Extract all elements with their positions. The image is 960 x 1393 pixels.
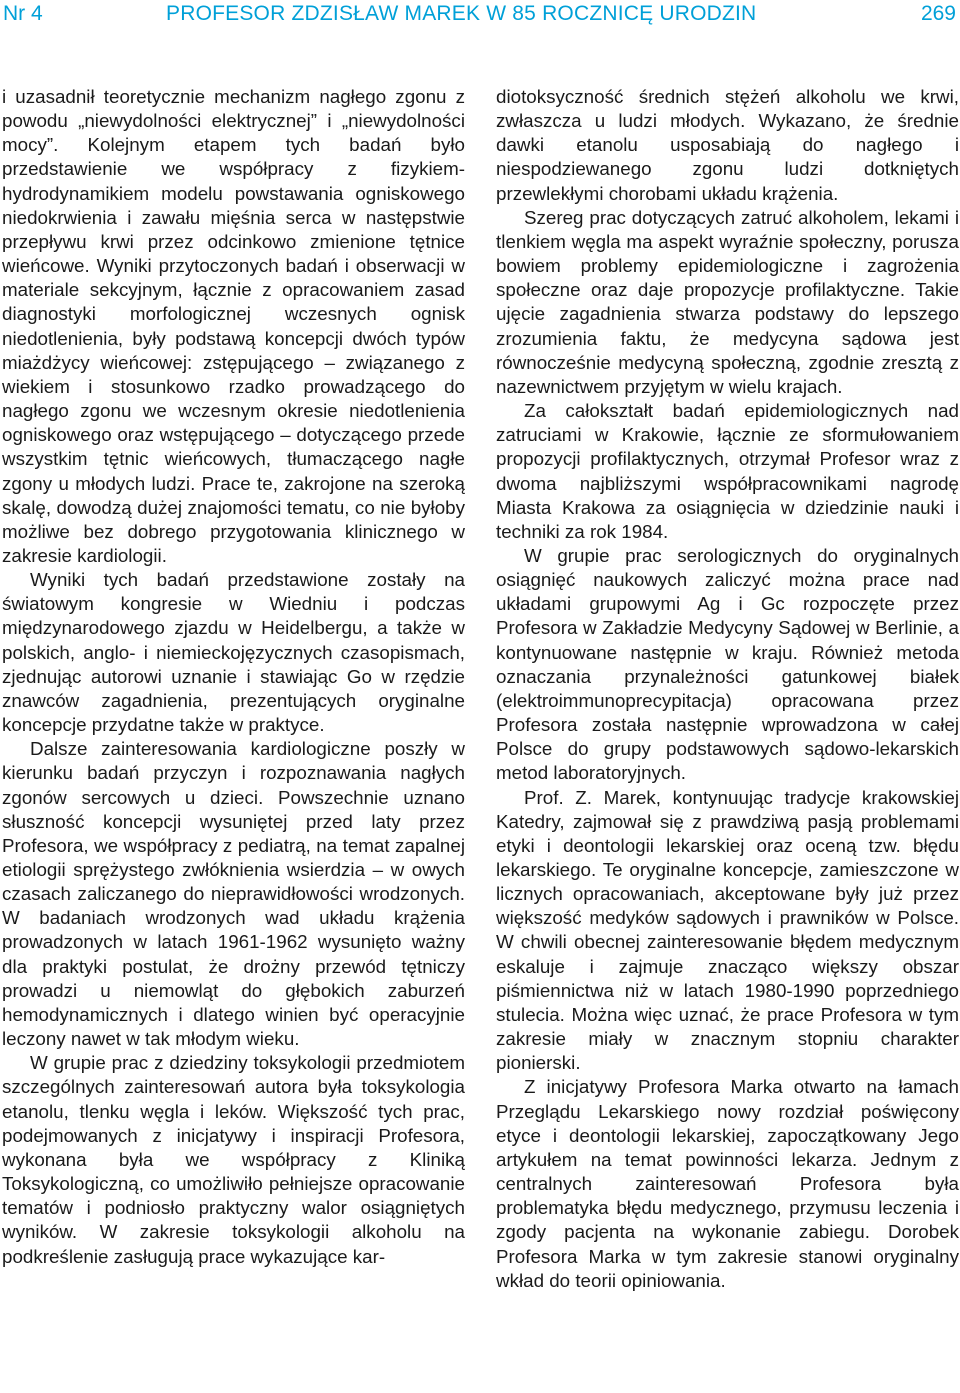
- paragraph: Prof. Z. Marek, kontynuując tradycje krakowskiej Katedry, zajmował się z prawdziwą pasją problemami etyki i deontologii lekarskiej oraz oceną tzw. błędu lekarskiego. Te oryginalne koncepcje, zamieszczone w licznych opracowaniach, akceptowane były już przez większość medyków sądowych i prawników w Polsce. W chwili obecnej zainteresowanie błędem medycznym eskaluje i zajmuje znacząco większy obszar piśmiennictwa niż w latach 1980-1990 poprzedniego stulecia. Można więc uznać, że prace Profesora w tym zakresie miały w znacznym stopniu charakter pionierski.: [496, 786, 959, 1074]
- paragraph: Wyniki tych badań przedstawione zostały na światowym kongresie w Wiedniu i podczas międzynarodowego zjazdu w Heidelbergu, a także w polskich, anglo- i niemieckojęzycznych czasopismach, zjednując autorowi uznanie i stawiając Go w rzędzie znawców zagadnienia, prezentujących oryginalne koncepcje przydatne także w praktyce.: [2, 569, 465, 736]
- paragraph: W grupie prac serologicznych do oryginalnych osiągnięć naukowych zaliczyć można prace nad układami grupowymi Ag i Gc rozpoczęte przez Profesora w Zakładzie Medycyny Sądowej w Berlinie, a kontynuowane następnie w kraju. Również metoda oznaczania przynależności gatunkowej białek (elektroimmunoprecypitacja) opracowana przez Profesora została następnie wprowadzona w całej Polsce do grupy podstawowych sądowo-lekarskich metod laboratoryjnych.: [496, 544, 959, 784]
- paragraph: Dalsze zainteresowania kardiologiczne poszły w kierunku badań przyczyn i rozpoznawania nagłych zgonów sercowych u dzieci. Powszechnie uznano słuszność koncepcji wysuniętej przed laty przez Profesora, we współpracy z pediatrą, na temat zapalnej etiologii sprężystego zwłóknienia wsierdzia – w owych czasach zaliczanego do nieprawidłowości wrodzonych. W badaniach wrodzonych wad układu krążenia prowadzonych w latach 1961-1962 wysunięto ważny dla praktyki postulat, że drożny przewód tętniczy prowadzi u niemowląt do głębokich zaburzeń hemodynamicznych i dlatego winien być operacyjnie leczony nawet w tak młodym wieku.: [2, 738, 465, 1050]
- paragraph: Z inicjatywy Profesora Marka otwarto na łamach Przeglądu Lekarskiego nowy rozdział poświęcony etyce i deontologii lekarskiej, zapoczątkowany Jego artykułem na temat powinności lekarza. Jednym z centralnych zainteresowań Profesora była problematyka błędu medycznego, przymusu leczenia i zgody pacjenta na wykonanie zabiegu. Dorobek Profesora Marka w tym zakresie stanowi oryginalny wkład do teorii opiniowania.: [496, 1076, 959, 1291]
- paragraph: diotoksyczność średnich stężeń alkoholu we krwi, zwłaszcza u ludzi młodych. Wykazano, że średnie dawki etanolu usposabiają do nagłego i niespodziewanego zgonu ludzi dotkniętych przewlekłymi chorobami układu krążenia.: [496, 86, 959, 204]
- paragraph: i uzasadnił teoretycznie mechanizm nagłego zgonu z powodu „niewydolności elektrycznej” i „niewydolności mocy”. Kolejnym etapem tych badań było przedstawienie we współpracy z fizykiem-hydrodynamikiem modelu powstawania ogniskowego niedokrwienia i zawału mięśnia serca w następstwie przepływu krwi przez odcinkowo zmienione tętnice wieńcowe. Wyniki przytoczonych badań i obserwacji w materiale sekcyjnym, łącznie z opracowaniem zasad diagnostyki morfologicznej wczesnych ognisk niedotlenienia, były podstawą koncepcji dwóch typów miażdżycy wieńcowej: zstępującego – związanego z wiekiem i stosunkowo rzadko prowadzącego do nagłego zgonu we wczesnym okresie niedotlenienia ogniskowego oraz wstępującego – dotyczącego przede wszystkim tętnic wieńcowych, tłumaczącego nagłe zgony u młodych ludzi. Prace te, zakrojone na szeroką skalę, dowodzą dużej znajomości tematu, co nie byłoby możliwe bez dobrego przygotowania klinicznego w zakresie kardiologii.: [2, 86, 465, 566]
- paragraph: Szereg prac dotyczących zatruć alkoholem, lekami i tlenkiem węgla ma aspekt wyraźnie społeczny, porusza bowiem problemy epidemiologiczne i zagrożenia społeczne oraz daje propozycje profilaktyczne. Takie ujęcie zagadnienia stwarza podstawy do lepszego zrozumienia faktu, że medycyna sądowa jest równocześnie medycyną społeczną, zgodnie zresztą z nazewnictwem przyjętym w wielu krajach.: [496, 206, 959, 397]
- paragraph: Za całokształt badań epidemiologicznych nad zatruciami w Krakowie, łącznie ze sformułowaniem propozycji profilaktycznych, otrzymał Profesor wraz z dwoma najbliższymi współpracownikami nagrodę Miasta Krakowa za osiągnięcia w dziedzinie nauki i techniki za rok 1984.: [496, 400, 959, 542]
- right-column: [496, 85, 959, 1293]
- running-title: PROFESOR ZDZISŁAW MAREK W 85 ROCZNICĘ URODZIN: [166, 2, 757, 25]
- running-header: [0, 0, 960, 30]
- page-number: 269: [920, 2, 956, 25]
- paragraph: W grupie prac z dziedziny toksykologii przedmiotem szczególnych zainteresowań autora była toksykologia etanolu, tlenku węgla i leków. Większość tych prac, podejmowanych z inicjatywy i inspiracji Profesora, wykonana była we współpracy z Kliniką Toksykologiczną, co umożliwiło pełniejsze opracowanie tematów i podniosło praktyczny walor osiągniętych wyników. W zakresie toksykologii alkoholu na podkreślenie zasługują prace wykazujące kar-: [2, 1052, 465, 1267]
- left-column: [2, 85, 465, 1269]
- issue-number: Nr 4: [3, 2, 43, 25]
